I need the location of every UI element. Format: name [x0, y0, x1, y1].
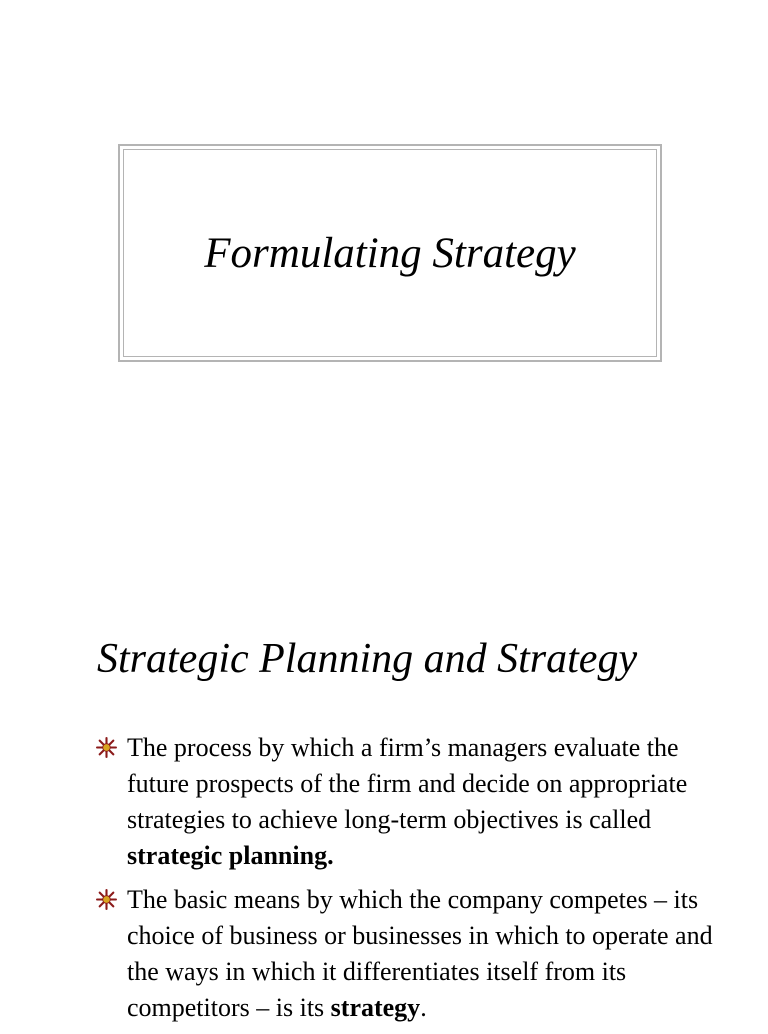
star-burst-icon	[96, 737, 117, 758]
slide-title-strategic-planning: Strategic Planning and Strategy	[97, 636, 638, 682]
bullet-text	[127, 733, 687, 870]
bullet-item-strategy	[96, 882, 746, 1026]
title-slide-frame-inner	[123, 149, 657, 357]
bullet-item-strategic-planning	[96, 730, 746, 874]
bullet-text-suffix: .	[420, 993, 427, 1022]
star-burst-icon	[96, 889, 117, 910]
bullet-text-bold-term: strategic planning.	[127, 841, 334, 870]
bullet-text	[127, 885, 713, 1022]
bullet-text-plain: The process by which a firm’s managers evaluate the future prospects of the firm and decide on appropriate strategies to achieve long-term objectives is called	[127, 733, 688, 834]
bullet-list	[96, 730, 746, 1034]
title-slide-frame	[118, 144, 662, 362]
slide-title-formulating-strategy: Formulating Strategy	[204, 229, 576, 277]
bullet-text-plain: The basic means by which the company competes – its choice of business or businesses in which to operate and the ways in which it differentiates itself from its competitors – is its	[127, 885, 713, 1022]
bullet-text-bold-term: strategy	[330, 993, 421, 1022]
